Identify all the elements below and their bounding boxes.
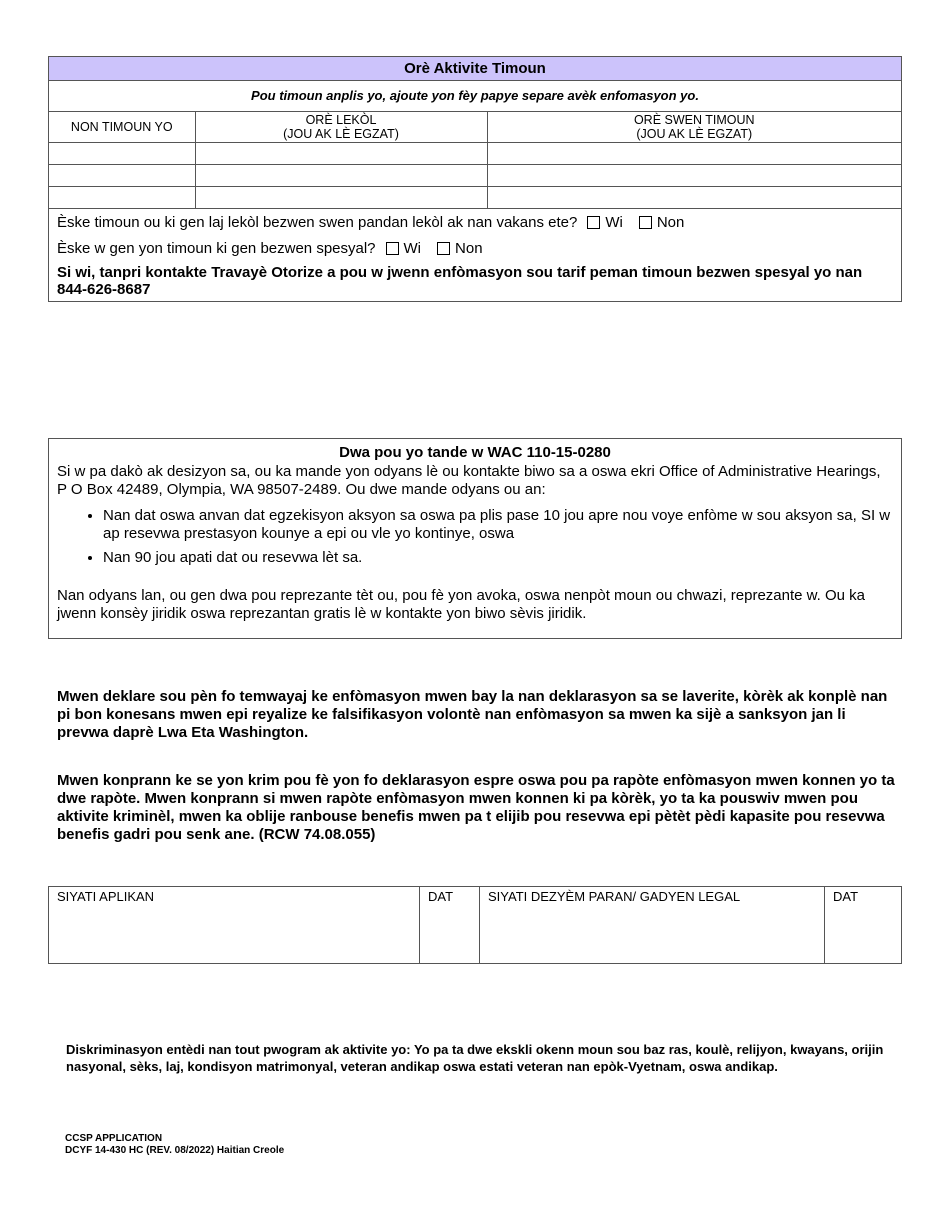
table-row [49,165,901,187]
question-text: Èske w gen yon timoun ki gen bezwen spesyal? [57,239,376,257]
col-school-schedule: ORÈ LEKÒL (JOU AK LÈ EGZAT) [195,112,487,143]
no-label: Non [455,239,483,257]
school-age-care-question [49,210,901,235]
rights-title: Dwa pou yo tande w WAC 110-15-0280 [339,444,611,461]
yes-label: Wi [403,239,422,257]
yes-checkbox[interactable] [386,242,399,255]
yes-label: Wi [605,214,623,231]
footer-form-title: CCSP APPLICATION [65,1133,163,1144]
yes-checkbox[interactable] [587,216,600,229]
child-name-field[interactable] [49,165,195,187]
col-child-name: NON TIMOUN YO [49,112,195,143]
school-schedule-field[interactable] [195,165,487,187]
form-footer [65,1133,284,1157]
list-item: • Nan 90 jou apati dat ou resevwa lèt sa. [103,549,901,567]
question-text: Èske timoun ou ki gen laj lekòl bezwen swen pandan lekòl ak nan vakans ete? [57,214,578,231]
care-schedule-field[interactable] [487,187,901,209]
hearing-rights-box [48,438,902,639]
schedule-title: Orè Aktivite Timoun [49,57,901,81]
footer-form-number: DCYF 14-430 HC (REV. 08/2022) Haitian Creole [65,1145,285,1156]
care-schedule-field[interactable] [487,165,901,187]
special-needs-note: Si wi, tanpri kontakte Travayè Otorize a pou w jwenn enfòmasyon sou tarif peman timoun bezwen spesyal yo nan 844-626-8687 [57,264,863,298]
no-checkbox[interactable] [639,216,652,229]
false-statement-declaration: Mwen konprann ke se yon krim pou fè yon fo deklarasyon espre oswa pou pa rapòte enfòmasyon mwen konnen yo ta dwe rapòte. Mwen konprann si mwen rapòte enfòmasyon mwen konnen ki pa kòrèk, yo ta ka pouswiv mwen pou aktivite kriminèl, mwen ka oblije ranbouse benefis mwen pa t elijib pou resevwa epi pètèt pèdi kapasite pou resevwa benefis gadri pou senk ane. (RCW 74.08.055) [57,772,895,843]
child-name-field[interactable] [49,143,195,165]
care-schedule-field[interactable] [487,143,901,165]
special-needs-question [49,235,901,261]
table-row [49,143,901,165]
school-schedule-field[interactable] [195,143,487,165]
rights-list [49,507,901,567]
child-name-field[interactable] [49,187,195,209]
nondiscrimination-notice: Diskriminasyon entèdi nan tout pwogram ak aktivite yo: Yo pa ta dwe ekskli okenn moun sou baz ras, koulè, relijyon, kwayans, orijin nasyonal, sèks, laj, kondisyon matrimonyal, veteran andikap oswa estati veteran nan epòk-Vyetnam, oswa andikap. [66,1042,884,1074]
list-item: • Nan dat oswa anvan dat egzekisyon aksyon sa oswa pa plis pase 10 jou apre nou voye enfòme w sou aksyon sa, SI w ap resevwa prestasyon kounye a epi ou vle yo kontinye, oswa [103,507,901,543]
col-care-schedule: ORÈ SWEN TIMOUN (JOU AK LÈ EGZAT) [487,112,901,143]
rights-closing: Nan odyans lan, ou gen dwa pou reprezante tèt ou, pou fè yon avoka, oswa nenpòt moun ou chwazi, reprezante w. Ou ka jwenn konsèy jiridik oswa reprezantan gratis lè w kontakte yon biwo sèvis jiridik. [57,587,866,622]
signature-table [48,886,902,964]
second-parent-date-field[interactable]: DAT [833,889,859,904]
perjury-declaration: Mwen deklare sou pèn fo temwayaj ke enfòmasyon mwen bay la nan deklarasyon sa se laverite, kòrèk ak konplè nan pi bon konesans mwen epi reyalize ke falsifikasyon volontè nan enfòmasyon sa mwen ka sijè a sanksyon jan li prevwa daprè Lwa Eta Washington. [57,688,888,741]
child-schedule-section [48,56,902,302]
applicant-date-field[interactable]: DAT [420,887,480,963]
no-checkbox[interactable] [437,242,450,255]
school-schedule-field[interactable] [195,187,487,209]
schedule-table [49,112,901,209]
applicant-signature-field[interactable]: SIYATI APLIKAN [49,887,420,963]
rights-intro: Si w pa dakò ak desizyon sa, ou ka mande yon odyans lè ou kontakte biwo sa a oswa ekri Office of Administrative Hearings, P O Box 42489, Olympia, WA 98507-2489. Ou dwe mande odyans ou an: [57,463,881,498]
second-parent-signature-field[interactable]: SIYATI DEZYÈM PARAN/ GADYEN LEGAL [480,887,825,963]
table-row [49,187,901,209]
schedule-note: Pou timoun anplis yo, ajoute yon fèy papye separe avèk enfomasyon yo. [49,81,901,112]
no-label: Non [656,214,685,231]
